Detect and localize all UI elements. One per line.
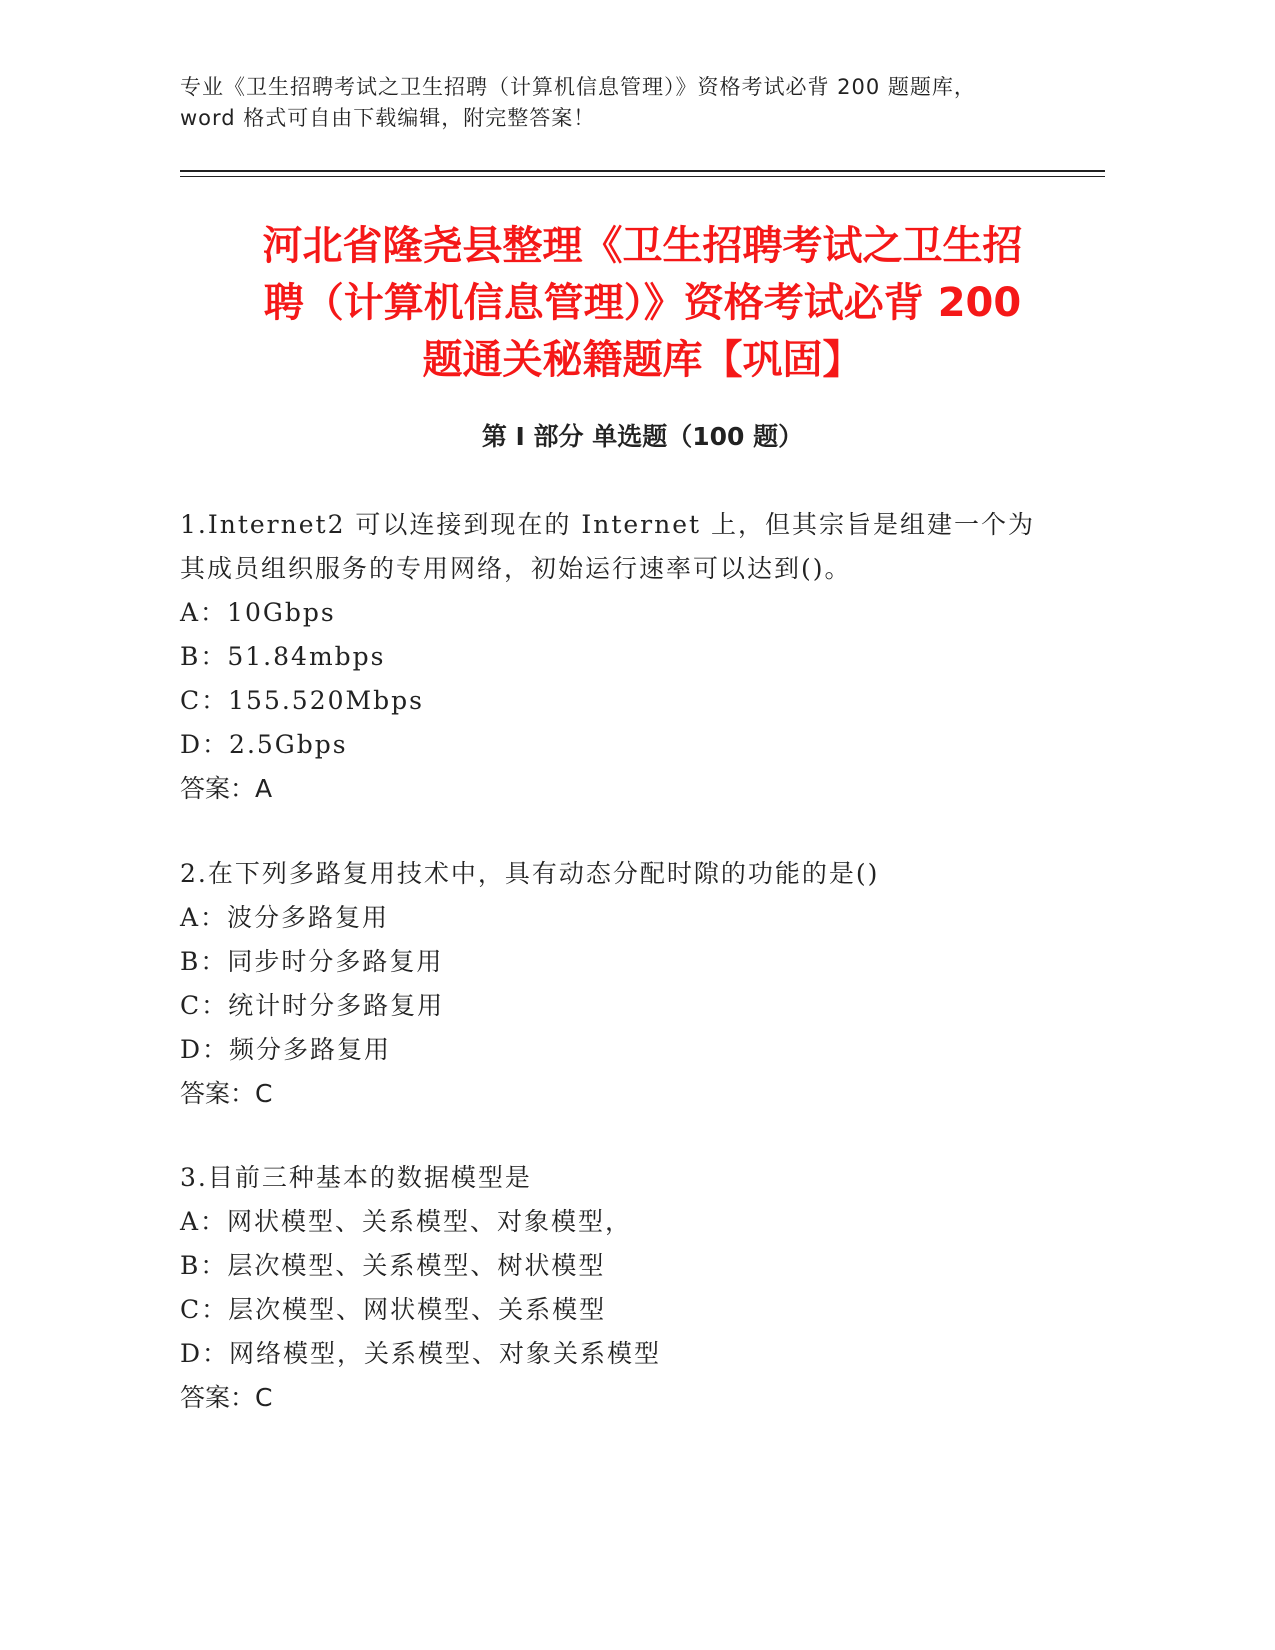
option-c: C：层次模型、网状模型、关系模型: [180, 1295, 607, 1324]
question-stem: 1.Internet2 可以连接到现在的 Internet 上，但其宗旨是组建一个为: [180, 510, 1036, 539]
header-note-line-2: word 格式可自由下载编辑，附完整答案！: [180, 106, 596, 130]
question-stem: 3.目前三种基本的数据模型是: [180, 1163, 532, 1192]
option-b: B：51.84mbps: [180, 642, 386, 671]
option-a: A：网状模型、关系模型、对象模型，: [180, 1207, 633, 1236]
header-divider-thick: [180, 170, 1105, 172]
document-header-note: [180, 72, 1080, 134]
option-d: D：网络模型，关系模型、对象关系模型: [180, 1339, 662, 1368]
document-title-line-3: 题通关秘籍题库【巩固】: [422, 337, 863, 383]
option-b: B：层次模型、关系模型、树状模型: [180, 1251, 606, 1280]
option-b: B：同步时分多路复用: [180, 947, 444, 976]
option-c: C：统计时分多路复用: [180, 991, 445, 1020]
question-block-3: [180, 1156, 1110, 1420]
option-a: A：波分多路复用: [180, 903, 390, 932]
section-heading: 第 I 部分 单选题（100 题）: [481, 422, 804, 451]
answer-label: 答案：C: [180, 1079, 273, 1108]
question-stem-continued: 其成员组织服务的专用网络，初始运行速率可以达到()。: [180, 554, 852, 583]
header-note-line-1: 专业《卫生招聘考试之卫生招聘（计算机信息管理）》资格考试必背 200 题题库，: [180, 75, 976, 99]
document-title-line-1: 河北省隆尧县整理《卫生招聘考试之卫生招: [262, 223, 1023, 269]
document-title: [180, 218, 1105, 389]
question-stem: 2.在下列多路复用技术中，具有动态分配时隙的功能的是(): [180, 859, 880, 888]
option-a: A：10Gbps: [180, 598, 336, 627]
document-title-line-2: 聘（计算机信息管理）》资格考试必背 200: [263, 280, 1022, 326]
option-d: D：频分多路复用: [180, 1035, 392, 1064]
answer-label: 答案：C: [180, 1383, 273, 1412]
option-d: D：2.5Gbps: [180, 730, 348, 759]
question-block-1: [180, 503, 1110, 811]
header-divider-thin: [180, 176, 1105, 177]
question-block-2: [180, 852, 1110, 1116]
option-c: C：155.520Mbps: [180, 686, 424, 715]
answer-label: 答案：A: [180, 774, 273, 803]
